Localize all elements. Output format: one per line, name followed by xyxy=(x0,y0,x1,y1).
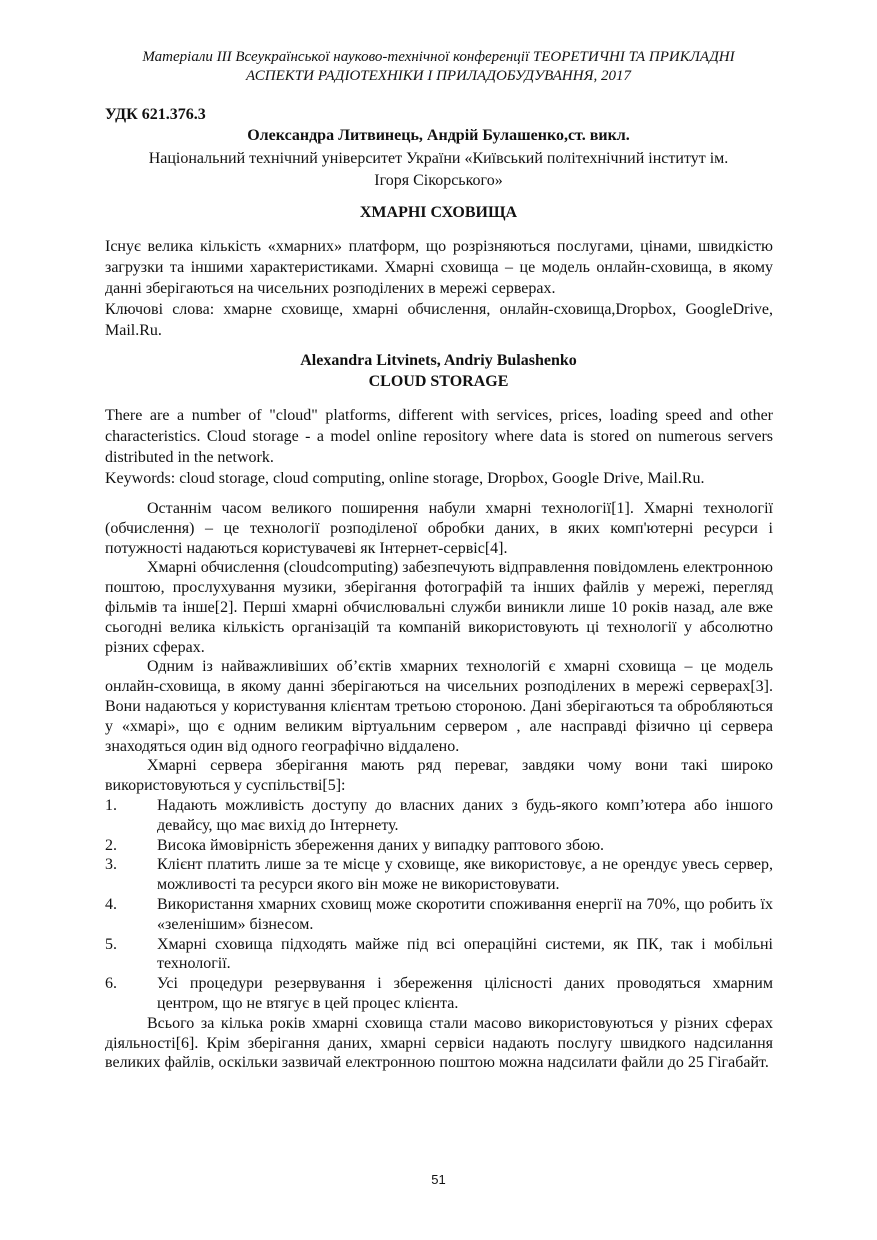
title-english: CLOUD STORAGE xyxy=(368,373,509,390)
list-item-text: Клієнт платить лише за те місце у сховище, яке використовує, а не орендує увесь сервер, можливості та ресурси якого він може не використовувати. xyxy=(157,856,773,894)
title-ukrainian: ХМАРНІ СХОВИЩА xyxy=(359,204,518,221)
list-item-text: Усі процедури резервування і збереження цілісності даних проводяться хмарним центром, що не втягує в цей процес клієнта. xyxy=(157,975,773,1012)
list-item-text: Висока ймовірність збереження даних у випадку раптового збою. xyxy=(157,836,605,854)
list-item-number: 2. xyxy=(105,836,117,854)
paragraph-1: Останнім часом великого поширення набули хмарні технології[1]. Хмарні технології (обчислення) – це технології розподіленої обробки даних, в яких комп'ютерні ресурси і потужності надаються користувачеві як Інтернет-сервіс[4]. xyxy=(105,500,773,557)
running-header-line-1: Матеріали ІІІ Всеукраїнської науково-технічної конференції ТЕОРЕТИЧНІ ТА ПРИКЛАДНІ xyxy=(142,49,735,65)
list-item-number: 4. xyxy=(105,895,117,913)
authors-ukrainian: Олександра Литвинець, Андрій Булашенко,ст. викл. xyxy=(247,127,630,144)
running-header-line-2: АСПЕКТИ РАДІОТЕХНІКИ І ПРИЛАДОБУДУВАННЯ, 2017 xyxy=(246,68,631,84)
keywords-english: Keywords: cloud storage, cloud computing, online storage, Dropbox, Google Drive, Mail.Ru. xyxy=(105,470,705,487)
running-header xyxy=(60,48,817,86)
list-item xyxy=(105,836,773,856)
paragraph-3: Одним із найважливіших об’єктів хмарних технологій є хмарні сховища – це модель онлайн-сховища, в якому данні зберігаються на чисельних розподілених в мережі серверах[3]. Вони надаються у користування клієнтам третьою стороною. Дані зберігаються та обробляються у «хмарі», що є одним великим віртуальним сервером , але насправді фізично ці сервера знаходяться один від одного географічно віддалено. xyxy=(105,658,773,755)
list-item xyxy=(105,796,773,836)
advantages-list xyxy=(105,796,773,1014)
list-item-number: 1. xyxy=(105,796,117,814)
main-text xyxy=(105,499,773,1073)
paragraph-5: Всього за кілька років хмарні сховища стали масово використовуються у різних сферах діяльності[6]. Крім зберігання даних, хмарні сервіси надають послугу швидкого надсилання великих файлів, оскільки зазвичай електронною поштою можна надсилати файли до 25 Гігабайт. xyxy=(105,1014,773,1072)
udc-code: УДК 621.376.3 xyxy=(105,106,206,123)
affiliation xyxy=(80,148,797,192)
list-item xyxy=(105,974,773,1014)
abstract-english-text: There are a number of "cloud" platforms, different with services, prices, loading speed and other characteristics. Cloud storage - a model online repository where data is stored on numerous servers distributed in the network. xyxy=(105,407,773,466)
list-item-text: Хмарні сховища підходять майже під всі операційні системи, як ПК, так і мобільні технології. xyxy=(157,935,773,973)
list-item-text: Використання хмарних сховищ може скоротити споживання енергії на 70%, що робить їх «зеленішим» бізнесом. xyxy=(157,895,773,933)
list-item-text: Надають можливість доступу до власних даних з будь-якого комп’ютера або іншого девайсу, що має вихід до Інтернету. xyxy=(157,796,773,834)
authors-english: Alexandra Litvinets, Andriy Bulashenko xyxy=(300,352,577,369)
abstract-ukrainian xyxy=(105,236,773,341)
list-item xyxy=(105,935,773,975)
list-item-number: 3. xyxy=(105,856,117,874)
list-item-number: 6. xyxy=(105,975,117,993)
paragraph-2: Хмарні обчислення (cloudcomputing) забезпечують відправлення повідомлень електронною поштою, прослухування музики, зберігання фотографій та інших файлів у мережі, перегляд фільмів та інше[2]. Перші хмарні обчислювальні служби виникли лише 10 років назад, але вже сьогодні велика кількість організацій та компаній використовують ці технології у абсолютно різних сферах. xyxy=(105,559,773,656)
list-item xyxy=(105,855,773,895)
abstract-ukrainian-text: Існує велика кількість «хмарних» платформ, що розрізняються послугами, цінами, швидкістю загрузки та іншими характеристиками. Хмарні сховища – це модель онлайн-сховища, в якому данні зберігаються на чисельних розподілених в мережі серверах. xyxy=(105,238,773,297)
keywords-ukrainian: Ключові слова: хмарне сховище, хмарні обчислення, онлайн-сховища,Dropbox, GoogleDrive, Mail.Ru. xyxy=(105,301,773,339)
affiliation-line-1: Національний технічний університет України «Київський політехнічний інститут ім. xyxy=(148,150,729,167)
english-heading xyxy=(60,350,817,392)
affiliation-line-2: Ігоря Сікорського» xyxy=(374,172,503,189)
page-number: 51 xyxy=(431,1172,446,1187)
list-item xyxy=(105,895,773,935)
list-item-number: 5. xyxy=(105,935,117,953)
paragraph-4: Хмарні сервера зберігання мають ряд переваг, завдяки чому вони такі широко використовуються у суспільстві[5]: xyxy=(105,757,773,795)
abstract-english xyxy=(105,405,773,489)
